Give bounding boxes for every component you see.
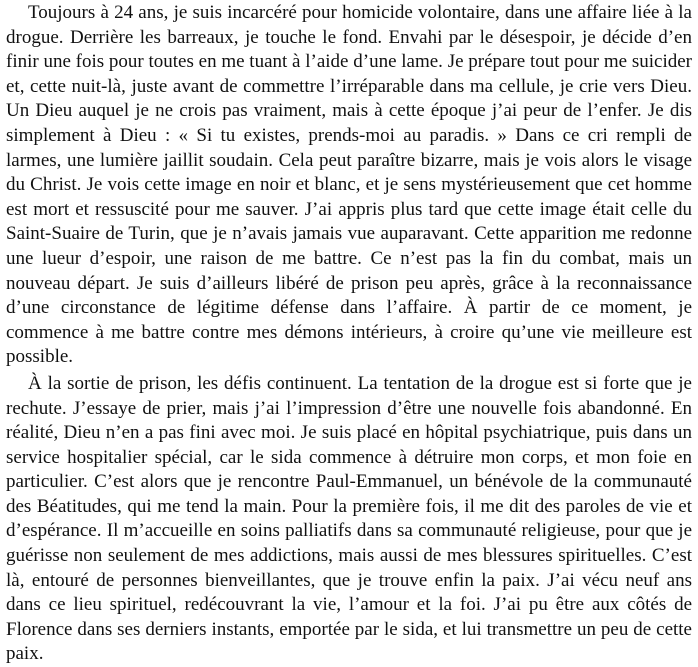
paragraph-prison: Toujours à 24 ans, je suis incarcéré pour homicide volontaire, dans une affaire liée à la drogue. Derrière les barreaux, je touche le fond. Envahi par le désespoir, je décide d’en finir une fois pour toutes en me tuant à l’aide d’une lame. Je prépare tout pour me suicider et, cette nuit-là, juste avant de commettre l’irréparable dans ma cellule, je crie vers Dieu. Un Dieu auquel je ne crois pas vraiment, mais à cette époque j’ai peur de l’enfer. Je dis simplement à Dieu : « Si tu existes, prends-moi au paradis. » Dans ce cri rempli de larmes, une lumière jaillit soudain. Cela peut paraître bizarre, mais je vois alors le visage du Christ. Je vois cette image en noir et blanc, et je sens mystérieusement que cet homme est mort et ressuscité pour me sauver. J’ai appris plus tard que cette image était celle du Saint-Suaire de Turin, que je n’avais jamais vue auparavant. Cette apparition me redonne une lueur d’espoir, une raison de me battre. Ce n’est pas la fin du combat, mais un nouveau départ. Je suis d’ailleurs libéré de prison peu après, grâce à la reconnaissance d’une circonstance de légitime défense dans l’affaire. À partir de ce moment, je commence à me battre contre mes démons intérieurs, à croire qu’une vie meilleure est possible. (6, 2, 692, 368)
paragraph-release: À la sortie de prison, les défis continuent. La tentation de la drogue est si forte que je rechute. J’essaye de prier, mais j’ai l’impression d’être une nouvelle fois abandonné. En réalité, Dieu n’en a pas fini avec moi. Je suis placé en hôpital psychiatrique, puis dans un service hospitalier spécial, car le sida commence à détruire mon corps, et mon foie en particulier. C’est alors que je rencontre Paul-Emmanuel, un bénévole de la communauté des Béatitudes, qui me tend la main. Pour la première fois, il me dit des paroles de vie et d’espérance. Il m’accueille en soins palliatifs dans sa communauté religieuse, pour que je guérisse non seulement de mes addictions, mais aussi de mes blessures spirituelles. C’est là, entouré de personnes bienveillantes, que je trouve enfin la paix. J’ai vécu neuf ans dans ce lieu spirituel, redécouvrant la vie, l’amour et la foi. J’ai pu être aux côtés de Florence dans ses derniers instants, emportée par le sida, et lui transmettre un peu de cette paix. (6, 372, 692, 665)
